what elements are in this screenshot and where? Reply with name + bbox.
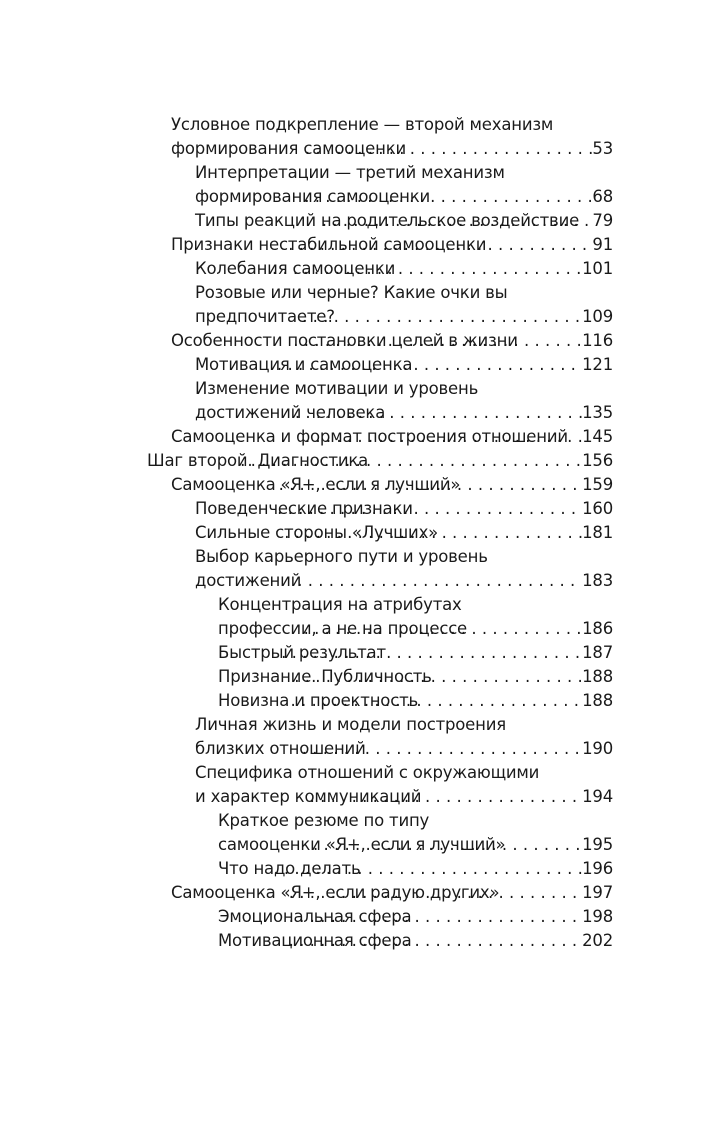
toc-entry-title — [195, 713, 506, 761]
toc-entry[interactable] — [147, 905, 613, 929]
dot-leader — [299, 305, 582, 329]
dot-leader — [276, 473, 583, 497]
toc-entry-page-number: 135 — [582, 403, 613, 422]
toc-entry-title — [195, 377, 479, 425]
toc-entry-title-line: Новизна и проектность — [218, 691, 419, 710]
toc-entry-title-line: самооценки «Я+, если я лучший» — [218, 835, 506, 854]
toc-entry-title — [218, 665, 432, 689]
toc-entry-page-number: 121 — [582, 355, 613, 374]
toc-entry-title-line: достижений человека — [195, 403, 386, 422]
toc-entry-title-line: Розовые или черные? Какие очки вы — [195, 283, 508, 302]
toc-entry-title — [195, 353, 413, 377]
toc-entry[interactable] — [147, 377, 613, 425]
toc-entry-page-number: 159 — [582, 475, 613, 494]
toc-entry[interactable] — [147, 329, 613, 353]
dot-leader — [294, 569, 582, 593]
toc-entry-title-line: достижений — [195, 571, 302, 590]
toc-entry-page-number: 198 — [582, 907, 613, 926]
toc-entry-title-line: Самооценка «Я+, если радую других» — [171, 883, 500, 902]
toc-entry[interactable] — [147, 209, 613, 233]
toc-entry-title-line: Колебания самооценки — [195, 259, 396, 278]
toc-entry-page-number: 190 — [582, 739, 613, 758]
toc-entry-title-line: Условное подкрепление — второй механизм — [171, 115, 554, 134]
toc-entry-title-line: Самооценка и формат построения отношений — [171, 427, 568, 446]
table-of-contents — [147, 113, 613, 953]
toc-entry[interactable] — [147, 761, 613, 809]
toc-entry-page-number: 68 — [592, 187, 613, 206]
toc-entry-title-line: Эмоциональная сфера — [218, 907, 412, 926]
toc-entry-page-number: 194 — [582, 787, 613, 806]
toc-entry-title — [195, 497, 413, 521]
toc-entry-title — [218, 905, 412, 929]
toc-entry-title — [171, 473, 461, 497]
toc-entry-title — [218, 641, 386, 665]
dot-leader — [274, 353, 582, 377]
toc-entry-title-line: Особенности постановки целей в жизни — [171, 331, 518, 350]
toc-entry-title-line: Самооценка «Я+, если я лучший» — [171, 475, 461, 494]
toc-entry[interactable] — [147, 497, 613, 521]
toc-entry-title — [171, 233, 487, 257]
toc-entry-title-line: близких отношений — [195, 739, 366, 758]
toc-entry-title-line: Признание. Публичность — [218, 667, 432, 686]
toc-entry-title — [171, 113, 554, 161]
toc-entry-title-line: Выбор карьерного пути и уровень — [195, 547, 488, 566]
toc-entry[interactable] — [147, 665, 613, 689]
toc-entry-page-number: 181 — [582, 523, 613, 542]
toc-entry-title — [218, 929, 412, 953]
dot-leader — [290, 329, 582, 353]
toc-entry-page-number: 109 — [582, 307, 613, 326]
toc-entry-page-number: 187 — [582, 643, 613, 662]
toc-entry-title — [147, 449, 369, 473]
toc-entry-title — [218, 689, 419, 713]
toc-entry[interactable] — [147, 689, 613, 713]
toc-entry[interactable] — [147, 881, 613, 905]
dot-leader — [301, 617, 583, 641]
toc-entry-title-line: Что надо делать — [218, 859, 361, 878]
toc-entry-title-line: профессии, а не на процессе — [218, 619, 468, 638]
toc-entry-page-number: 160 — [582, 499, 613, 518]
toc-entry[interactable] — [147, 929, 613, 953]
dot-leader — [302, 137, 593, 161]
toc-entry-title-line: Признаки нестабильной самооценки — [171, 235, 487, 254]
toc-entry[interactable] — [147, 449, 613, 473]
toc-entry-title — [195, 761, 540, 809]
toc-entry-page-number: 195 — [582, 835, 613, 854]
dot-leader — [291, 665, 582, 689]
dot-leader — [270, 857, 582, 881]
dot-leader — [302, 425, 582, 449]
toc-entry-title-line: Краткое резюме по типу — [218, 811, 430, 830]
toc-entry-title-line: Быстрый результат — [218, 643, 386, 662]
toc-entry-page-number: 156 — [582, 451, 613, 470]
toc-entry-title — [195, 209, 580, 233]
toc-entry[interactable] — [147, 521, 613, 545]
toc-entry[interactable] — [147, 641, 613, 665]
toc-entry-title-line: предпочитаете? — [195, 307, 335, 326]
toc-entry-title-line: Сильные стороны «Лучших» — [195, 523, 439, 542]
toc-entry-title — [171, 329, 518, 353]
dot-leader — [286, 929, 582, 953]
toc-entry-page-number: 197 — [582, 883, 613, 902]
toc-entry[interactable] — [147, 809, 613, 857]
dot-leader — [274, 497, 582, 521]
toc-entry[interactable] — [147, 257, 613, 281]
dot-leader — [278, 641, 582, 665]
toc-entry-page-number: 101 — [582, 259, 613, 278]
toc-entry-title — [195, 281, 508, 329]
toc-entry-page-number: 183 — [582, 571, 613, 590]
toc-entry-page-number: 188 — [582, 691, 613, 710]
toc-entry-title — [171, 425, 568, 449]
dot-leader — [299, 737, 582, 761]
toc-entry-title-line: Изменение мотивации и уровень — [195, 379, 479, 398]
toc-entry[interactable] — [147, 857, 613, 881]
toc-entry-page-number: 202 — [582, 931, 613, 950]
toc-entry[interactable] — [147, 473, 613, 497]
toc-entry-title — [195, 161, 505, 209]
toc-entry-title-line: Шаг второй. Диагностика — [147, 451, 369, 470]
toc-entry-page-number: 196 — [582, 859, 613, 878]
toc-entry[interactable] — [147, 425, 613, 449]
toc-entry-title-line: Мотивационная сфера — [218, 931, 412, 950]
toc-entry-title — [218, 857, 361, 881]
toc-entry-title-line: Концентрация на атрибутах — [218, 595, 462, 614]
toc-entry[interactable] — [147, 353, 613, 377]
toc-entry-title — [195, 521, 439, 545]
toc-entry-title-line: Типы реакций на родительское воздействие — [195, 211, 580, 230]
toc-entry-title — [218, 809, 506, 857]
toc-entry-page-number: 91 — [592, 235, 613, 254]
dot-leader — [307, 785, 582, 809]
toc-entry-title-line: и характер коммуникаций — [195, 787, 422, 806]
toc-entry[interactable] — [147, 233, 613, 257]
toc-entry-page-number: 186 — [582, 619, 613, 638]
toc-entry[interactable] — [147, 713, 613, 761]
dot-leader — [286, 905, 582, 929]
toc-entry[interactable] — [147, 281, 613, 329]
toc-entry[interactable] — [147, 545, 613, 593]
toc-entry-page-number: 145 — [582, 427, 613, 446]
dot-leader — [237, 449, 582, 473]
toc-entry-title-line: формирования самооценки — [171, 139, 407, 158]
toc-entry-title — [195, 545, 488, 593]
toc-entry-page-number: 79 — [592, 211, 613, 230]
dot-leader — [286, 881, 582, 905]
toc-entry[interactable] — [147, 593, 613, 641]
toc-entry-title — [195, 257, 396, 281]
dot-leader — [285, 233, 592, 257]
dot-leader — [287, 689, 582, 713]
toc-entry-page-number: 116 — [582, 331, 613, 350]
toc-entry-page-number: 53 — [592, 139, 613, 158]
toc-entry-title-line: Специфика отношений с окружающими — [195, 763, 540, 782]
toc-entry-title-line: Интерпретации — третий механизм — [195, 163, 505, 182]
dot-leader — [301, 185, 592, 209]
dot-leader — [310, 833, 582, 857]
dot-leader — [269, 257, 582, 281]
toc-entry[interactable] — [147, 161, 613, 209]
toc-entry-title — [171, 881, 500, 905]
toc-entry-page-number: 188 — [582, 667, 613, 686]
toc-entry-title-line: Поведенческие признаки — [195, 499, 413, 518]
toc-entry[interactable] — [147, 113, 613, 161]
toc-entry-title-line: Мотивация и самооценка — [195, 355, 413, 374]
dot-leader — [292, 401, 582, 425]
toc-entry-title-line: Личная жизнь и модели построения — [195, 715, 506, 734]
dot-leader — [319, 209, 593, 233]
toc-entry-title — [218, 593, 468, 641]
dot-leader — [281, 521, 582, 545]
toc-entry-title-line: формирования самооценки — [195, 187, 431, 206]
